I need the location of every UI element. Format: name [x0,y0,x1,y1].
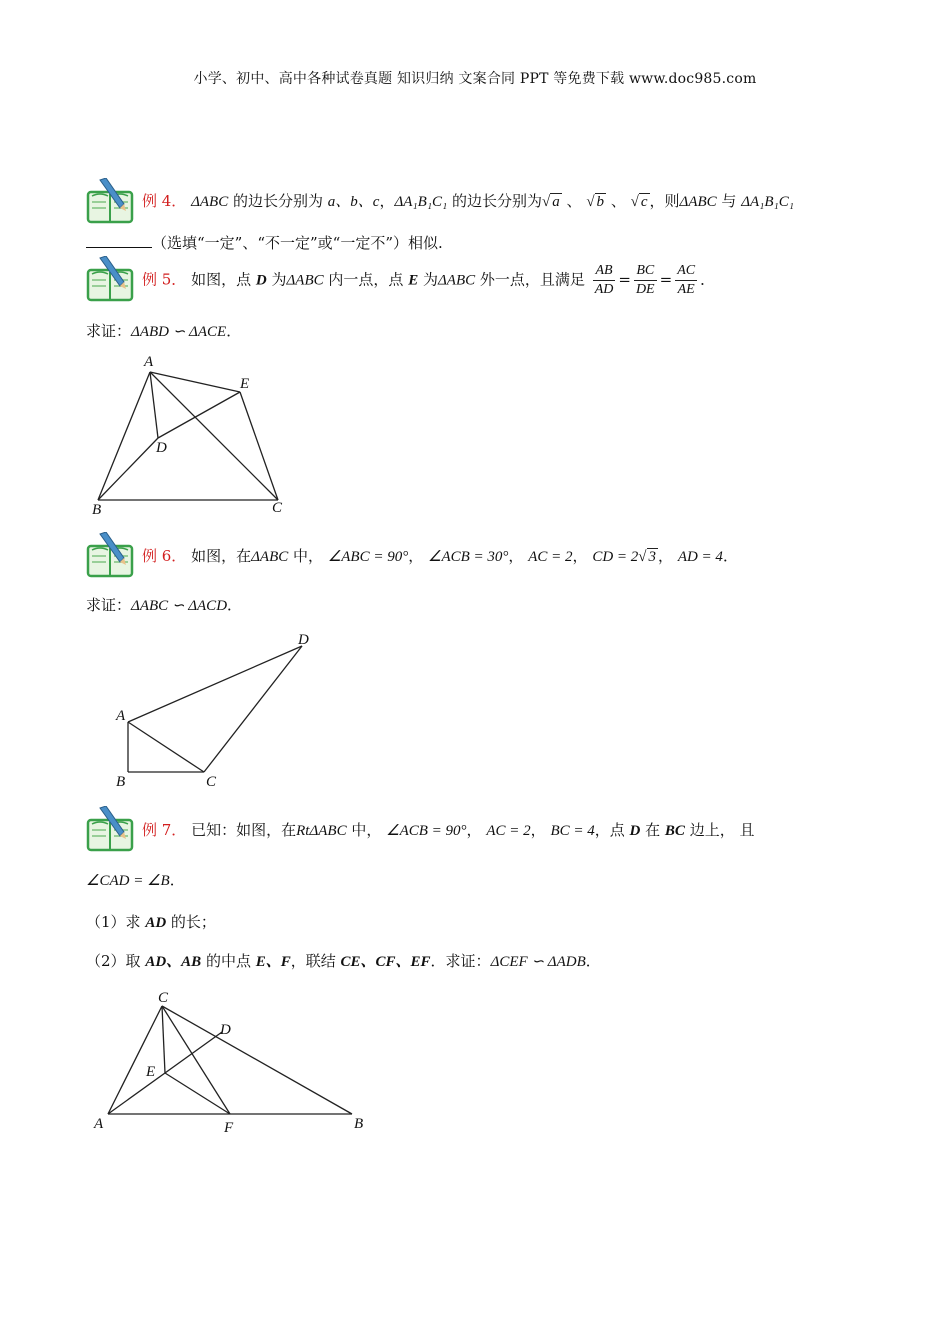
text: ． [169,871,185,889]
prove-label: 求证： [86,596,132,614]
separator: 、 [561,192,587,210]
condition-angle-abc: ∠ABC = 90° [327,549,409,565]
segment-ce [162,1006,165,1073]
text: 中， [288,547,324,565]
text: 在 [640,821,665,839]
fig7-label-c: C [158,990,169,1006]
triangle-a1b1c1: ΔA₁B₁C₁ [394,194,448,210]
segment-de [158,392,240,438]
fig5-label-e: E [240,376,250,392]
point-d: D [255,272,267,289]
text: 的边长分别为 [447,192,543,210]
equals: = [618,270,631,289]
text: ，则 [649,192,680,210]
segment-ad: AD [145,915,167,931]
example-5-prove [86,320,241,341]
fig6-label-c: C [206,774,217,790]
book-pencil-icon [86,178,138,224]
triangle-abc: ΔABC [251,549,289,565]
example-6-prove [86,594,242,615]
text: 中， [346,821,382,839]
separator: ， [658,547,674,565]
condition-angle-cad: ∠CAD = ∠B [86,873,170,889]
text: 如图，在 [191,547,252,565]
example-6-line-1 [142,545,738,566]
text: 的边长分别为 [228,192,328,210]
text: ． [722,547,738,565]
condition-cd: CD = 2 [592,549,639,565]
text: 为 [418,270,438,289]
segment-ae [150,372,240,392]
separator: ， [530,821,546,839]
segment-cb [162,1006,352,1114]
example-7-label: 例 7． [142,821,187,839]
fig6-label-d: D [298,632,309,648]
fraction-bc-de: $\frac{BC}{DE}$ [635,263,655,297]
point-e: E [408,272,419,289]
example-5-label: 例 5． [142,270,187,289]
condition-angle-acb: ∠ACB = 30° [428,549,509,565]
figure-example-7 [88,986,378,1138]
text: ． [585,952,601,970]
segment-cd [204,646,302,772]
text: 的长； [166,913,216,931]
text: ，点 [594,821,630,839]
condition-ac: AC = 2 [528,549,573,565]
fig5-label-c: C [272,500,283,516]
text: 如图，点 [191,270,256,289]
text: 为 [266,270,287,289]
text: ， [379,192,395,210]
text: （1）求 [86,913,146,931]
side-names: a、b、c [327,194,380,210]
fig5-label-b: B [92,502,102,518]
book-pencil-icon [86,532,138,578]
text: ．求证： [430,952,491,970]
example-4-line-1 [142,190,794,211]
book-pencil-icon [86,256,138,302]
example-4-line-2 [86,232,443,253]
fraction-ab-ad: $\frac{AB}{AD}$ [594,263,614,297]
prove-label: 求证： [86,322,132,340]
sqrt-b: √ b [586,194,605,210]
claim: ΔCEF ∽ ΔADB [490,954,586,970]
example-5-line-1 [142,262,715,299]
fig5-label-d: D [156,440,167,456]
text: ，联结 [290,952,341,970]
claim: ΔABC ∽ ΔACD [131,598,228,614]
text: ． [700,270,716,289]
fig7-label-d: D [220,1022,231,1038]
segment-ad [150,372,158,438]
figure-example-5 [86,348,306,520]
fig7-label-f: F [224,1120,234,1136]
figure-example-6 [108,628,328,792]
example-7-line-2 [86,869,185,890]
claim: ΔABD ∽ ΔACE [131,324,227,340]
fraction-ac-ae: $\frac{AC}{AE}$ [677,263,696,297]
fig7-label-e: E [146,1064,156,1080]
equals: = [659,270,673,289]
triangle-abc: ΔABC [191,194,229,210]
text: （选填“一定”、“不一定”或“一定不”）相似. [152,234,443,252]
fig6-label-b: B [116,774,126,790]
fig7-label-a: A [94,1116,104,1132]
segment-ac [128,722,204,772]
triangle-abc: ΔABC [679,194,717,210]
triangle-abc: ΔABC [286,272,324,289]
separator: ， [572,547,588,565]
text: ． [227,596,243,614]
segment-ac [150,372,278,500]
fig6-label-a: A [116,708,126,724]
side-bc: BC [664,823,685,839]
fig5-label-a: A [144,354,154,370]
separator: ， [466,821,482,839]
text: 外一点，且满足 [475,270,585,289]
book-pencil-icon [86,806,138,852]
separator: 、 [606,192,631,210]
segment-ca [108,1006,162,1114]
segments: AD、AB [145,954,202,970]
example-7-question-1 [86,911,216,932]
condition-ad: AD = 4 [677,549,723,565]
text: 与 [716,192,742,210]
triangle-abc: ΔABC [437,272,476,289]
points: E、F [255,954,291,970]
sqrt-c: √ c [630,194,648,210]
right-triangle-abc: RtΔABC [296,823,347,839]
page-header: 小学、初中、高中各种试卷真题 知识归纳 文案合同 PPT 等免费下载 www.doc985.com [193,71,757,87]
triangle-a1b1c1: ΔA₁B₁C₁ [741,194,794,210]
text: 的中点 [201,952,256,970]
text: 边上， 且 [684,821,755,839]
segment-ef [165,1073,230,1114]
text: （2）取 [86,952,146,970]
segments: CE、CF、EF [340,954,431,970]
condition-bc: BC = 4 [550,823,595,839]
separator: ， [408,547,424,565]
text: 内一点，点 [323,270,409,289]
point-d: D [629,823,641,839]
example-4-label: 例 4． [142,192,187,210]
text: ． [226,322,242,340]
example-6-label: 例 6． [142,547,187,565]
segment-ec [240,392,278,500]
segment-ab [98,372,150,500]
condition-ac: AC = 2 [486,823,531,839]
sqrt-3: √ 3 [638,549,657,565]
segment-ad [128,646,302,722]
segment-bd [98,438,158,500]
sqrt-a: √ a [542,194,560,210]
answer-blank[interactable] [86,235,152,248]
fig7-label-b: B [354,1116,364,1132]
example-7-question-2 [86,950,601,971]
condition-angle-acb: ∠ACB = 90° [386,823,467,839]
separator: ， [508,547,524,565]
example-7-line-1 [142,819,754,840]
text: 已知：如图，在 [191,821,297,839]
